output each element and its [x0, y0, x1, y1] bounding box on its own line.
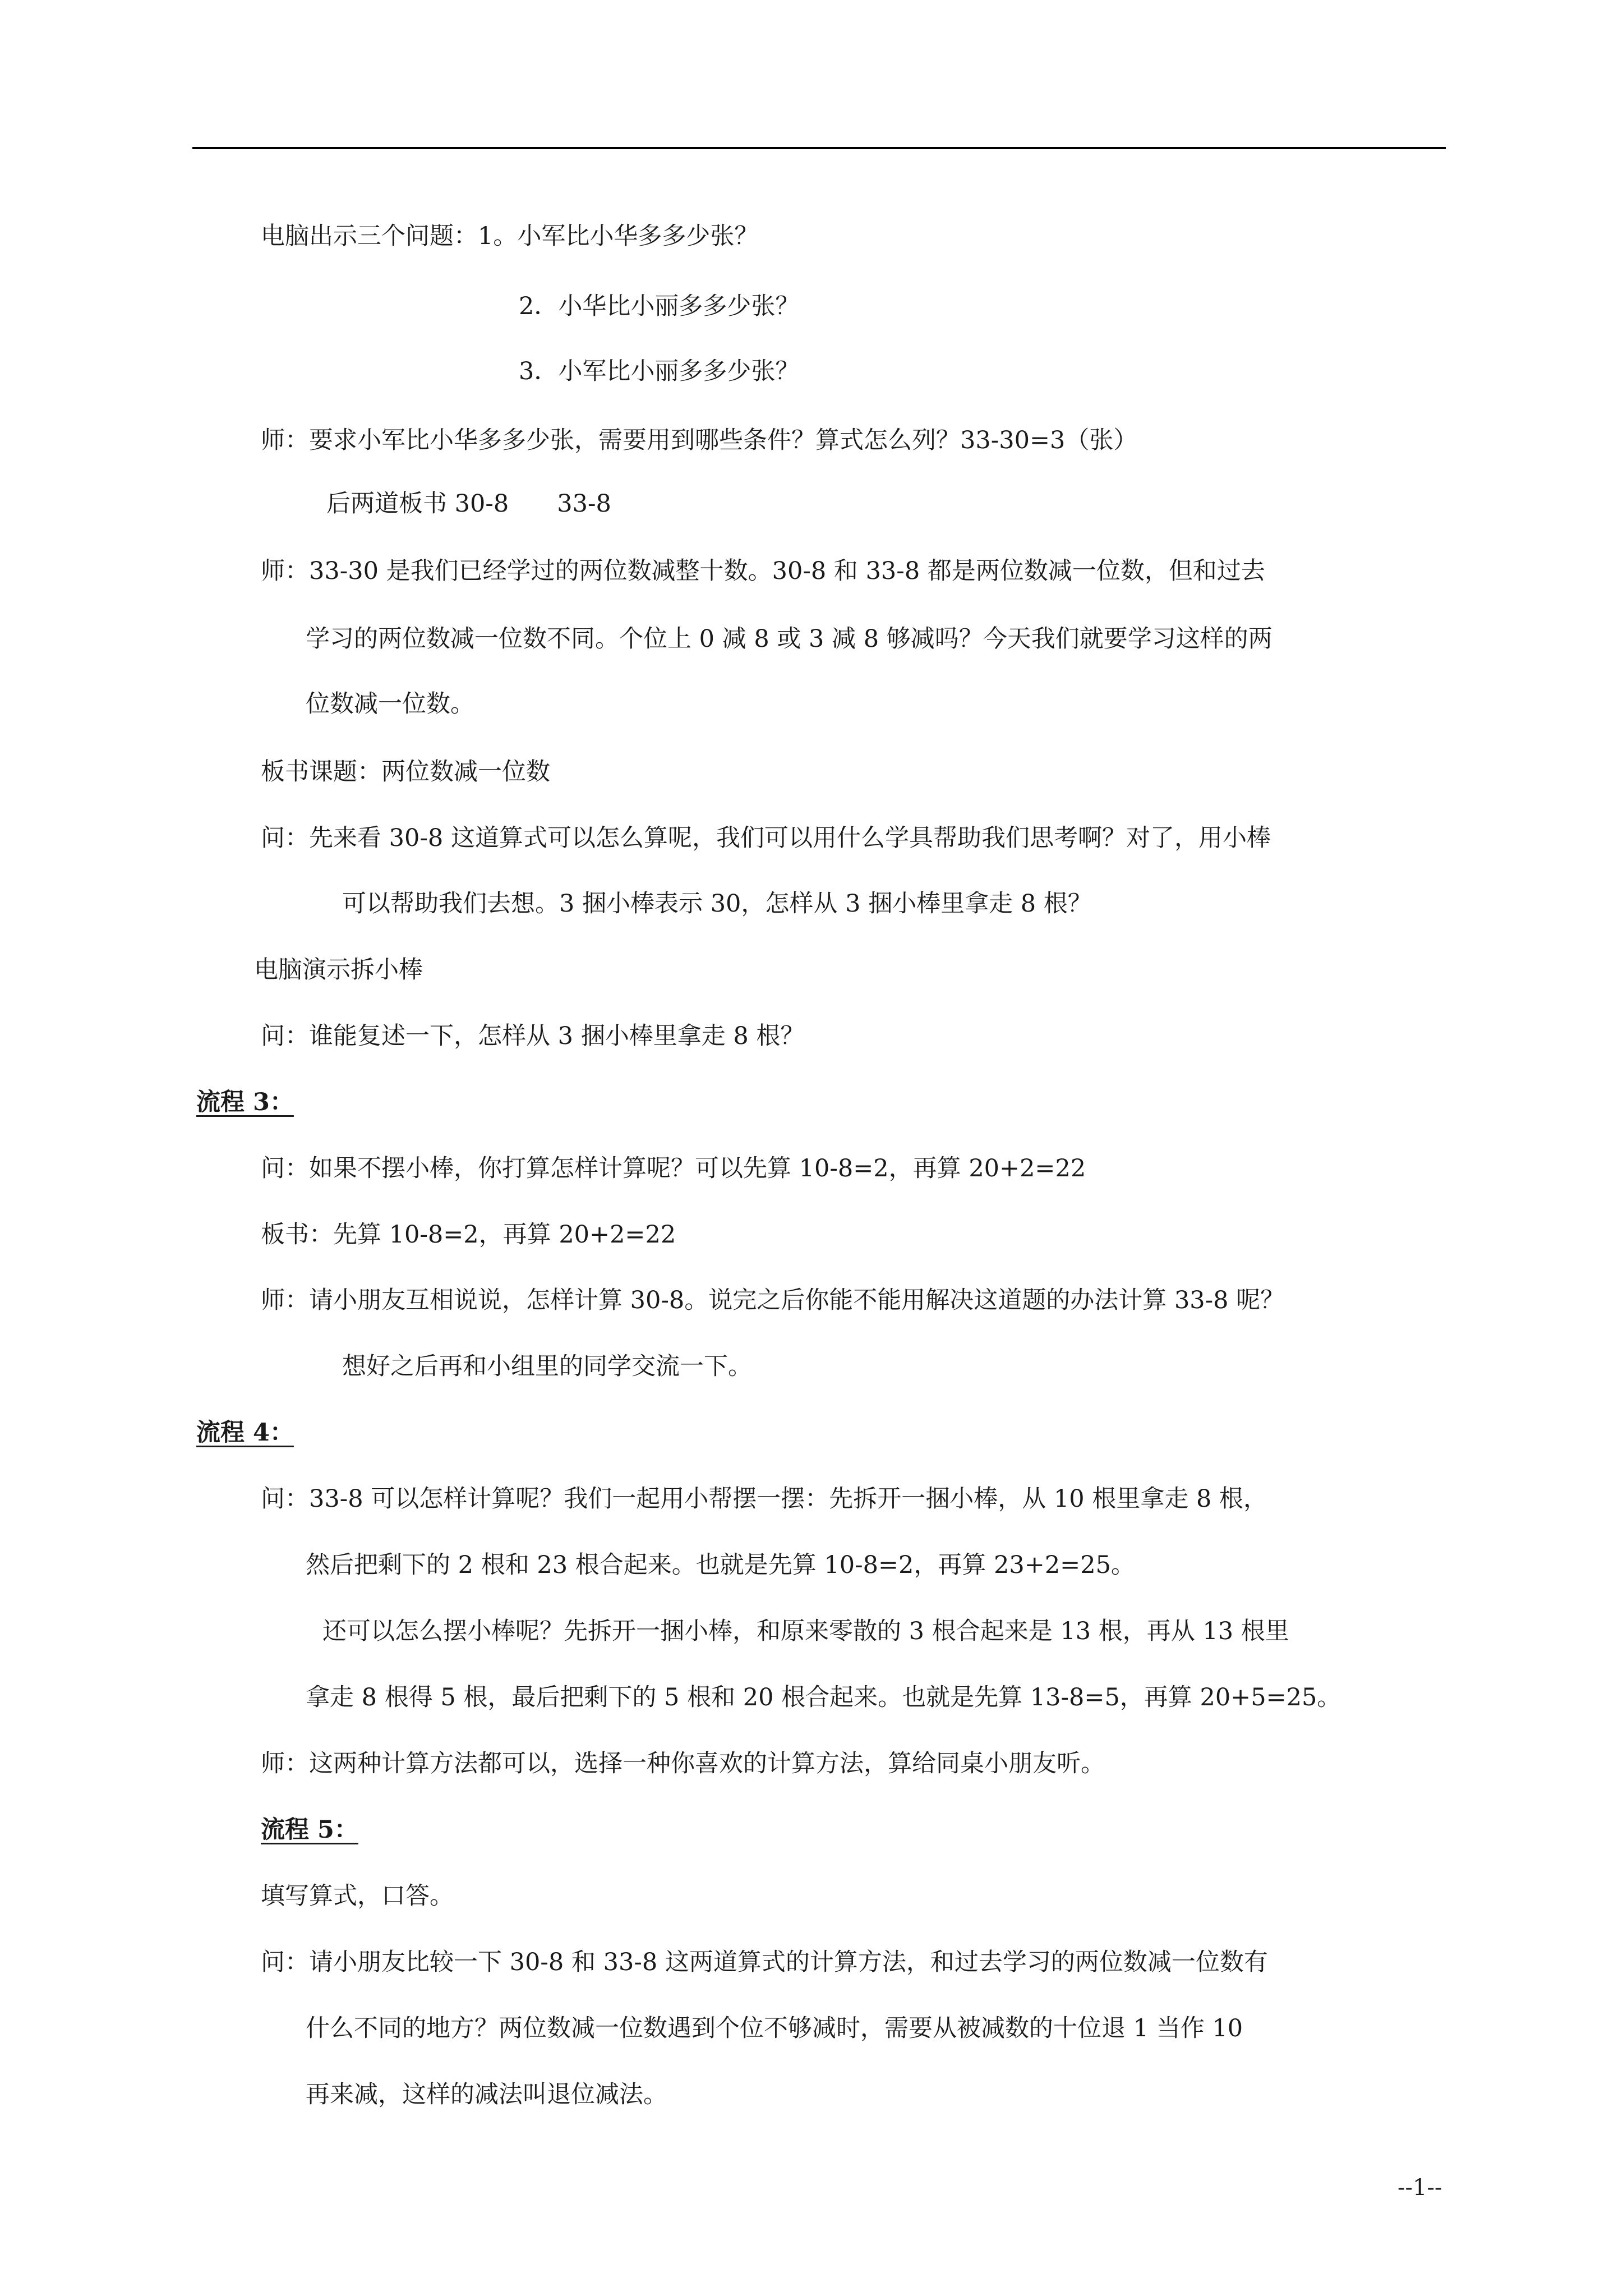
text-line-16: 板书：先算 10-8=2，再算 20+2=22: [261, 1221, 676, 1249]
text-line-17: 师：请小朋友互相说说，怎样计算 30-8。说完之后你能不能用解决这道题的办法计算 33-8 呢？: [261, 1286, 1285, 1314]
text-line-15: 问：如果不摆小棒，你打算怎样计算呢？可以先算 10-8=2，再算 20+2=22: [261, 1154, 1086, 1182]
text-line-13: 问：谁能复述一下，怎样从 3 捆小棒里拿走 8 根？: [261, 1022, 805, 1050]
text-line-3: 3．小军比小丽多多少张？: [519, 357, 800, 385]
text-line-11: 可以帮助我们去想。3 捆小棒表示 30，怎样从 3 捆小棒里拿走 8 根？: [342, 890, 1092, 918]
section-heading-4: 流程 4：: [196, 1419, 294, 1447]
text-line-20: 问：33-8 可以怎样计算呢？我们一起用小帮摆一摆：先拆开一捆小棒，从 10 根里拿走 8 根，: [261, 1485, 1268, 1513]
text-line-8: 位数减一位数。: [306, 690, 474, 718]
text-line-4: 师：要求小军比小华多多少张，需要用到哪些条件？算式怎么列？33-30=3（张）: [261, 426, 1138, 454]
text-line-6: 师：33-30 是我们已经学过的两位数减整十数。30-8 和 33-8 都是两位数减一位数，但和过去: [261, 557, 1265, 585]
text-line-21: 然后把剩下的 2 根和 23 根合起来。也就是先算 10-8=2，再算 23+2=25。: [306, 1551, 1135, 1579]
text-line-9: 板书课题：两位数减一位数: [261, 758, 550, 786]
text-line-5: 后两道板书 30-8 33-8: [326, 490, 611, 518]
text-line-26: 填写算式，口答。: [261, 1882, 454, 1910]
text-line-22: 还可以怎么摆小棒呢？先拆开一捆小棒，和原来零散的 3 根合起来是 13 根，再从 13 根里: [322, 1617, 1289, 1645]
page-number: --1--: [1398, 2175, 1442, 2201]
text-line-2: 2．小华比小丽多多少张？: [519, 292, 800, 320]
text-line-27: 问：请小朋友比较一下 30-8 和 33-8 这两道算式的计算方法，和过去学习的两位数减一位数有: [261, 1948, 1268, 1976]
text-line-28: 什么不同的地方？两位数减一位数遇到个位不够减时，需要从被减数的十位退 1 当作 10: [306, 2014, 1243, 2042]
text-line-29: 再来减，这样的减法叫退位减法。: [306, 2081, 667, 2109]
text-line-7: 学习的两位数减一位数不同。个位上 0 减 8 或 3 减 8 够减吗？今天我们就要学习这样的两: [306, 625, 1272, 653]
section-heading-3: 流程 3：: [196, 1088, 294, 1116]
text-line-1: 电脑出示三个问题：1。小军比小华多多少张？: [261, 222, 759, 250]
text-line-12: 电脑演示拆小棒: [254, 956, 423, 984]
section-heading-5: 流程 5：: [261, 1816, 358, 1844]
text-line-10: 问：先来看 30-8 这道算式可以怎么算呢，我们可以用什么学具帮助我们思考啊？对了，用小棒: [261, 824, 1271, 852]
text-line-24: 师：这两种计算方法都可以，选择一种你喜欢的计算方法，算给同桌小朋友听。: [261, 1750, 1105, 1778]
text-line-23: 拿走 8 根得 5 根，最后把剩下的 5 根和 20 根合起来。也就是先算 13-8=5，再算 20+5=25。: [306, 1683, 1341, 1711]
header-rule: [192, 147, 1446, 149]
text-line-18: 想好之后再和小组里的同学交流一下。: [342, 1352, 752, 1381]
